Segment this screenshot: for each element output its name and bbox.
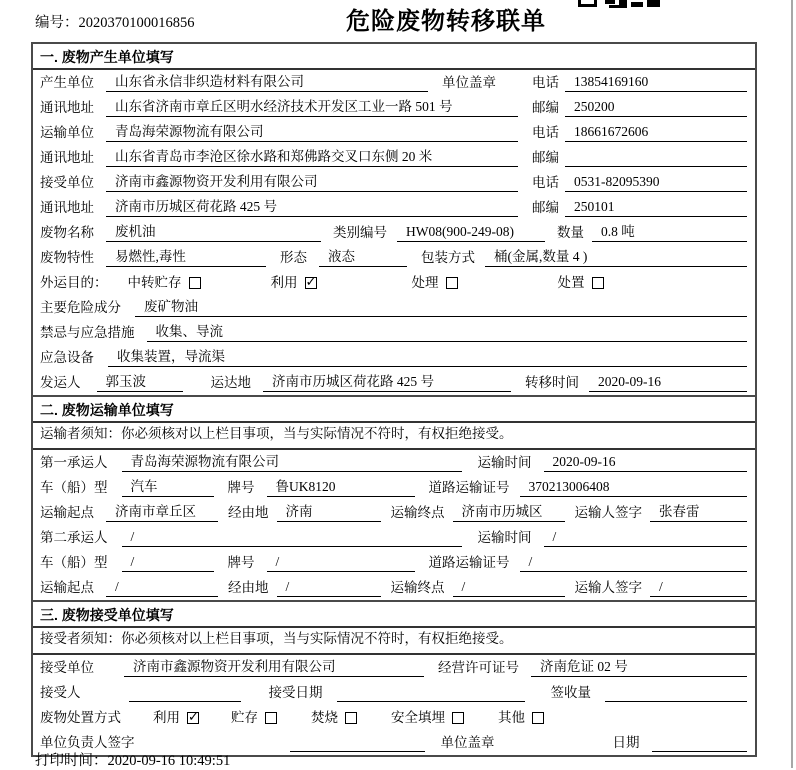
plate-label: 牌号 bbox=[227, 555, 255, 570]
road-permit-label: 道路运输证号 bbox=[428, 480, 510, 495]
producer-address-value: 山东省济南市章丘区明水经济技术开发区工业一路 501 号 bbox=[106, 98, 518, 117]
purpose-option-label: 处理 bbox=[411, 275, 439, 290]
terminal-2-value: / bbox=[453, 578, 565, 597]
transporter-notice-text: 运输者须知：你必须核对以上栏目事项，当与实际情况不符时，有权拒绝接受。 bbox=[40, 426, 513, 441]
waste-property-label: 废物特性 bbox=[40, 250, 94, 265]
address-label: 通讯地址 bbox=[40, 200, 94, 215]
postal-label: 邮编 bbox=[532, 150, 559, 165]
row-transporter-unit bbox=[33, 120, 755, 145]
responsible-signature-value bbox=[290, 734, 425, 752]
checkbox-utilize bbox=[187, 712, 199, 724]
origin-label: 运输起点 bbox=[40, 580, 94, 595]
transporter-unit-label: 运输单位 bbox=[40, 125, 94, 140]
vehicle-type-2-value: / bbox=[122, 553, 214, 572]
accept-date-label: 接受日期 bbox=[268, 685, 323, 700]
waste-property-value: 易燃性,毒性 bbox=[106, 248, 266, 267]
checkbox-utilize bbox=[305, 277, 317, 289]
postal-label: 邮编 bbox=[532, 100, 559, 115]
row-receiver-notice bbox=[33, 628, 755, 655]
waste-name-value: 废机油 bbox=[106, 223, 321, 242]
row-vehicle-1 bbox=[33, 475, 755, 500]
page-edge-line bbox=[791, 0, 793, 768]
purpose-option-label: 处置 bbox=[557, 275, 585, 290]
producer-unit-label: 产生单位 bbox=[40, 75, 94, 90]
road-permit-2-value: / bbox=[520, 553, 748, 572]
checkbox-transit-storage bbox=[189, 277, 201, 289]
plate-2-value: / bbox=[267, 553, 415, 572]
date-value bbox=[652, 734, 748, 752]
row-route-1 bbox=[33, 500, 755, 525]
row-transporter-notice bbox=[33, 423, 755, 450]
road-permit-label: 道路运输证号 bbox=[428, 555, 510, 570]
accept-person-label: 接受人 bbox=[40, 685, 81, 700]
origin-2-value: / bbox=[106, 578, 218, 597]
packaging-label: 包装方式 bbox=[421, 250, 475, 265]
section-producer bbox=[33, 44, 755, 395]
receiver-notice-text: 接受者须知：你必须核对以上栏目事项，当与实际情况不符时，有权拒绝接受。 bbox=[40, 631, 513, 646]
checkbox-storage bbox=[265, 712, 277, 724]
responsible-signature-label: 单位负责人签字 bbox=[40, 735, 135, 750]
print-time-label: 打印时间： bbox=[35, 753, 108, 769]
category-code-value: HW08(900-249-08) bbox=[397, 223, 545, 242]
checkbox-landfill bbox=[452, 712, 464, 724]
accepting-unit-value: 济南市鑫源物资开发利用有限公司 bbox=[124, 658, 424, 677]
transfer-purpose-label: 外运目的： bbox=[40, 275, 108, 290]
checkbox-incinerate bbox=[345, 712, 357, 724]
disposal-option-label: 利用 bbox=[153, 710, 180, 725]
row-waste-property bbox=[33, 245, 755, 270]
transfer-form-table bbox=[31, 42, 757, 757]
consignor-label: 发运人 bbox=[40, 375, 81, 390]
accept-date-value bbox=[337, 684, 525, 702]
section-3-title: 三. 废物接受单位填写 bbox=[33, 602, 755, 628]
hazard-components-value: 废矿物油 bbox=[135, 298, 747, 317]
terminal-label: 运输终点 bbox=[390, 505, 445, 520]
via-2-value: / bbox=[277, 578, 381, 597]
carrier-signature-label: 运输人签字 bbox=[574, 505, 642, 520]
carrier-signature-2-value: / bbox=[650, 578, 747, 597]
disposal-option-label: 安全填埋 bbox=[391, 710, 445, 725]
unit-seal-label: 单位盖章 bbox=[440, 735, 495, 750]
packaging-value: 桶(金属,数量 4 ) bbox=[485, 248, 747, 267]
hazard-components-label: 主要危险成分 bbox=[40, 300, 121, 315]
emergency-measures-label: 禁忌与应急措施 bbox=[40, 325, 135, 340]
receipt-quantity-value bbox=[605, 684, 747, 702]
purpose-option-label: 中转贮存 bbox=[127, 275, 182, 290]
transfer-time-value: 2020-09-16 bbox=[589, 373, 747, 392]
row-accepting-unit bbox=[33, 655, 755, 680]
producer-unit-value: 山东省永信非织造材料有限公司 bbox=[106, 73, 428, 92]
first-carrier-value: 青岛海荣源物流有限公司 bbox=[122, 453, 462, 472]
receipt-quantity-label: 签收量 bbox=[550, 685, 591, 700]
row-transporter-address bbox=[33, 145, 755, 170]
disposal-option-label: 其他 bbox=[498, 710, 525, 725]
row-receiver-unit bbox=[33, 170, 755, 195]
transporter-unit-value: 青岛海荣源物流有限公司 bbox=[106, 123, 518, 142]
row-second-carrier bbox=[33, 525, 755, 550]
transfer-time-label: 转移时间 bbox=[525, 375, 579, 390]
transport-time-2-value: / bbox=[544, 528, 748, 547]
phone-label: 电话 bbox=[532, 125, 559, 140]
qr-code-fragment bbox=[578, 0, 662, 8]
disposal-option-label: 贮存 bbox=[231, 710, 258, 725]
transporter-address-value: 山东省青岛市李沧区徐水路和郑佛路交叉口东侧 20 米 bbox=[106, 148, 518, 167]
license-value: 济南危证 02 号 bbox=[531, 658, 747, 677]
row-producer-address bbox=[33, 95, 755, 120]
second-carrier-value: / bbox=[122, 528, 462, 547]
section-2-title: 二. 废物运输单位填写 bbox=[33, 397, 755, 423]
row-waste-name bbox=[33, 220, 755, 245]
checkbox-dispose bbox=[592, 277, 604, 289]
row-emergency-measures bbox=[33, 320, 755, 345]
row-producer-unit bbox=[33, 70, 755, 95]
date-label: 日期 bbox=[612, 735, 640, 750]
checkbox-treat bbox=[446, 277, 458, 289]
row-emergency-equipment bbox=[33, 345, 755, 370]
vehicle-type-label: 车（船）型 bbox=[40, 555, 108, 570]
consignor-value: 郭玉波 bbox=[97, 373, 183, 392]
category-code-label: 类别编号 bbox=[333, 225, 387, 240]
quantity-value: 0.8 吨 bbox=[592, 223, 747, 242]
transporter-postal-value bbox=[565, 149, 747, 167]
phone-label: 电话 bbox=[532, 75, 559, 90]
section-receiver bbox=[33, 600, 755, 755]
first-carrier-label: 第一承运人 bbox=[40, 455, 108, 470]
terminal-value: 济南市历城区 bbox=[453, 503, 565, 522]
phone-label: 电话 bbox=[532, 175, 559, 190]
print-time-line bbox=[35, 749, 230, 770]
purpose-option-label: 利用 bbox=[270, 275, 298, 290]
serial-label: 编号： bbox=[35, 15, 79, 31]
accepting-unit-label: 接受单位 bbox=[40, 660, 94, 675]
receiver-postal-value: 250101 bbox=[565, 198, 747, 217]
row-accept-person bbox=[33, 680, 755, 705]
print-time-value: 2020-09-16 10:49:51 bbox=[107, 753, 231, 769]
address-label: 通讯地址 bbox=[40, 150, 94, 165]
second-carrier-label: 第二承运人 bbox=[40, 530, 108, 545]
row-route-2 bbox=[33, 575, 755, 600]
transporter-phone-value: 18661672606 bbox=[565, 123, 747, 142]
postal-label: 邮编 bbox=[532, 200, 559, 215]
transport-time-label: 运输时间 bbox=[477, 455, 532, 470]
producer-postal-value: 250200 bbox=[565, 98, 747, 117]
transport-time-value: 2020-09-16 bbox=[544, 453, 748, 472]
row-transfer-purpose bbox=[33, 270, 755, 295]
form-header bbox=[0, 0, 796, 42]
plate-label: 牌号 bbox=[227, 480, 255, 495]
receiver-phone-value: 0531-82095390 bbox=[565, 173, 747, 192]
disposal-option-label: 焚烧 bbox=[311, 710, 338, 725]
via-label: 经由地 bbox=[228, 580, 269, 595]
receiver-address-value: 济南市历城区荷花路 425 号 bbox=[106, 198, 518, 217]
license-label: 经营许可证号 bbox=[438, 660, 519, 675]
serial-number-line bbox=[35, 11, 195, 32]
destination-label: 运达地 bbox=[210, 375, 251, 390]
carrier-signature-value: 张春雷 bbox=[650, 503, 747, 522]
destination-value: 济南市历城区荷花路 425 号 bbox=[263, 373, 511, 392]
emergency-measures-value: 收集、导流 bbox=[147, 323, 748, 342]
origin-value: 济南市章丘区 bbox=[106, 503, 218, 522]
unit-seal-label: 单位盖章 bbox=[442, 75, 496, 90]
terminal-label: 运输终点 bbox=[390, 580, 445, 595]
vehicle-type-value: 汽车 bbox=[122, 478, 214, 497]
row-vehicle-2 bbox=[33, 550, 755, 575]
origin-label: 运输起点 bbox=[40, 505, 94, 520]
plate-value: 鲁UK8120 bbox=[267, 478, 415, 497]
receiver-unit-label: 接受单位 bbox=[40, 175, 94, 190]
form-state-label: 形态 bbox=[280, 250, 307, 265]
carrier-signature-label: 运输人签字 bbox=[574, 580, 642, 595]
address-label: 通讯地址 bbox=[40, 100, 94, 115]
page-title: 危险废物转移联单 bbox=[346, 8, 546, 35]
quantity-label: 数量 bbox=[557, 225, 584, 240]
vehicle-type-label: 车（船）型 bbox=[40, 480, 108, 495]
accept-person-value bbox=[129, 684, 241, 702]
producer-phone-value: 13854169160 bbox=[565, 73, 747, 92]
serial-number: 2020370100016856 bbox=[78, 15, 195, 31]
row-receiver-address bbox=[33, 195, 755, 220]
disposal-method-label: 废物处置方式 bbox=[40, 710, 121, 725]
form-state-value: 液态 bbox=[319, 248, 407, 267]
section-1-title: 一. 废物产生单位填写 bbox=[33, 44, 755, 70]
via-label: 经由地 bbox=[228, 505, 269, 520]
emergency-equipment-value: 收集装置，导流渠 bbox=[108, 348, 747, 367]
emergency-equipment-label: 应急设备 bbox=[40, 350, 94, 365]
via-value: 济南 bbox=[277, 503, 381, 522]
row-hazard-components bbox=[33, 295, 755, 320]
row-first-carrier bbox=[33, 450, 755, 475]
transport-time-label: 运输时间 bbox=[477, 530, 532, 545]
waste-name-label: 废物名称 bbox=[40, 225, 94, 240]
row-dispatch bbox=[33, 370, 755, 395]
row-disposal-method bbox=[33, 705, 755, 730]
receiver-unit-value: 济南市鑫源物资开发利用有限公司 bbox=[106, 173, 518, 192]
section-transporter bbox=[33, 395, 755, 600]
checkbox-other bbox=[532, 712, 544, 724]
road-permit-value: 370213006408 bbox=[520, 478, 748, 497]
